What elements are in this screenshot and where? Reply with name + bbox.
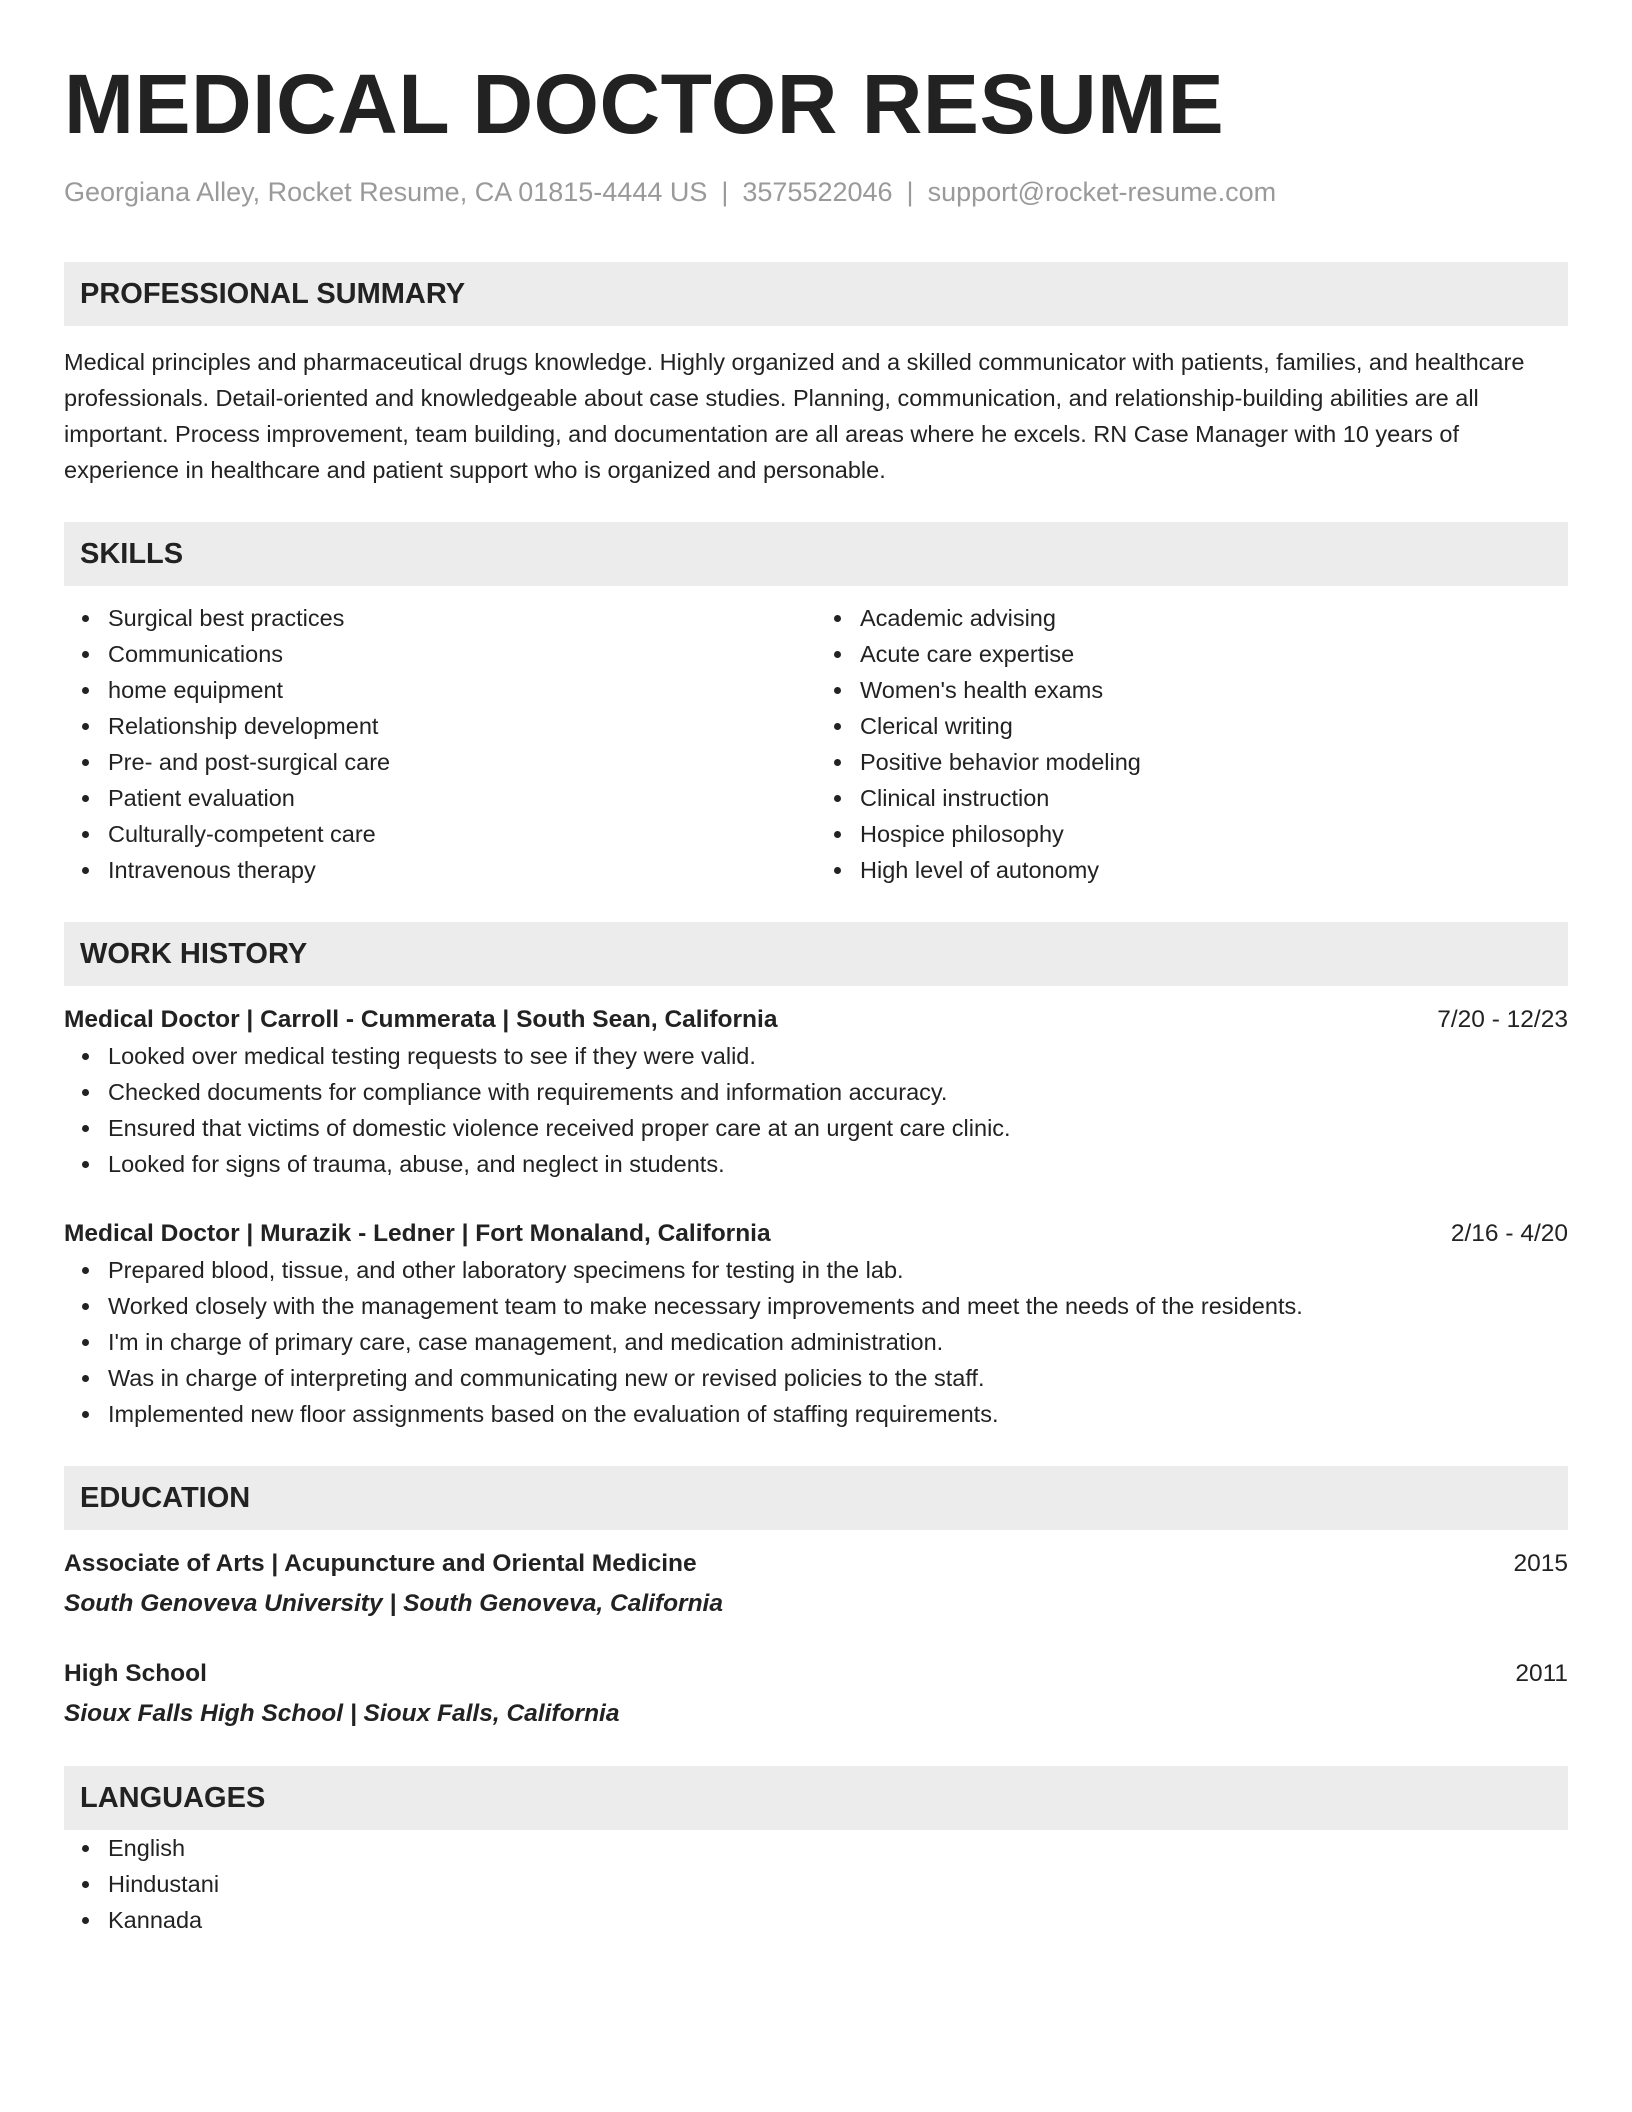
skill-label: Relationship development [108, 713, 379, 739]
job-duty-item [108, 1074, 1568, 1110]
job-title: Medical Doctor | Carroll - Cummerata | South Sean, California [64, 1006, 778, 1033]
skill-item [860, 600, 1568, 636]
language-label: Hindustani [108, 1871, 220, 1897]
job-dates: 7/20 - 12/23 [1437, 1006, 1568, 1033]
contact-line [64, 174, 1568, 210]
bullet-icon [82, 1375, 89, 1382]
skill-label: Women's health exams [860, 677, 1104, 703]
bullet-icon [834, 687, 841, 694]
job-duty-item [108, 1110, 1568, 1146]
job-duty-text: Checked documents for compliance with requirements and information accuracy. [108, 1079, 948, 1105]
skill-label: Hospice philosophy [860, 821, 1064, 847]
section-header-languages: LANGUAGES [64, 1766, 1568, 1830]
education-header [64, 1546, 1568, 1582]
contact-address: Georgiana Alley, Rocket Resume, CA 01815-4444 US [64, 177, 708, 207]
job-duty-item [108, 1396, 1568, 1432]
skills-list-right [816, 600, 1568, 888]
skill-item [860, 780, 1568, 816]
bullet-icon [82, 1161, 89, 1168]
bullet-icon [82, 723, 89, 730]
job-header [64, 1002, 1568, 1038]
skill-label: Patient evaluation [108, 785, 295, 811]
bullet-icon [82, 1053, 89, 1060]
job-duty-text: Looked for signs of trauma, abuse, and neglect in students. [108, 1151, 725, 1177]
bullet-icon [834, 831, 841, 838]
skill-item [108, 816, 816, 852]
job-duty-text: Worked closely with the management team to make necessary improvements and meet the needs of the residents. [108, 1293, 1303, 1319]
skill-item [108, 600, 816, 636]
bullet-icon [82, 795, 89, 802]
contact-separator: | [906, 177, 914, 207]
education-year: 2015 [1513, 1550, 1568, 1577]
skill-label: Surgical best practices [108, 605, 345, 631]
skill-label: Acute care expertise [860, 641, 1075, 667]
skill-label: Clinical instruction [860, 785, 1050, 811]
bullet-icon [834, 795, 841, 802]
skill-label: Clerical writing [860, 713, 1013, 739]
skill-item [860, 852, 1568, 888]
job-duty-item [108, 1146, 1568, 1182]
bullet-icon [82, 1303, 89, 1310]
language-item [108, 1902, 1568, 1938]
bullet-icon [834, 651, 841, 658]
language-label: Kannada [108, 1907, 203, 1933]
section-header-education: EDUCATION [64, 1466, 1568, 1530]
skill-item [108, 672, 816, 708]
skills-columns [64, 600, 1568, 888]
language-item [108, 1830, 1568, 1866]
bullet-icon [834, 723, 841, 730]
bullet-icon [82, 1267, 89, 1274]
bullet-icon [82, 1339, 89, 1346]
skill-item [860, 672, 1568, 708]
job-duty-item [108, 1252, 1568, 1288]
education-degree: Associate of Arts | Acupuncture and Oriental Medicine [64, 1550, 697, 1577]
summary-text: Medical principles and pharmaceutical drugs knowledge. Highly organized and a skilled communicator with patients, families, and healthcare professionals. Detail-oriented and knowledgeable about case studies. Planning, communication, and relationship-building abilities are all important. Process improvement, team building, and documentation are all areas where he excels. RN Case Manager with 10 years of experience in healthcare and patient support who is organized and personable. [64, 349, 1525, 483]
contact-phone: 3575522046 [742, 177, 893, 207]
job-duty-item [108, 1038, 1568, 1074]
bullet-icon [82, 1917, 89, 1924]
skill-label: Positive behavior modeling [860, 749, 1141, 775]
job-duty-text: I'm in charge of primary care, case management, and medication administration. [108, 1329, 944, 1355]
job-duties-list [64, 1252, 1568, 1432]
language-item [108, 1866, 1568, 1902]
skill-label: Intravenous therapy [108, 857, 316, 883]
skill-item [108, 780, 816, 816]
job-duties-list [64, 1038, 1568, 1182]
contact-separator: | [721, 177, 729, 207]
bullet-icon [82, 1125, 89, 1132]
section-header-summary: PROFESSIONAL SUMMARY [64, 262, 1568, 326]
skill-label: Culturally-competent care [108, 821, 376, 847]
bullet-icon [82, 831, 89, 838]
resume-title: MEDICAL DOCTOR RESUME [64, 57, 1225, 151]
bullet-icon [82, 1089, 89, 1096]
job-duty-text: Implemented new floor assignments based on the evaluation of staffing requirements. [108, 1401, 999, 1427]
job-title: Medical Doctor | Murazik - Ledner | Fort Monaland, California [64, 1220, 771, 1247]
section-header-skills: SKILLS [64, 522, 1568, 586]
skill-item [108, 852, 816, 888]
bullet-icon [82, 867, 89, 874]
job-duty-text: Prepared blood, tissue, and other laboratory specimens for testing in the lab. [108, 1257, 904, 1283]
education-header [64, 1656, 1568, 1692]
bullet-icon [82, 1881, 89, 1888]
skill-item [860, 816, 1568, 852]
job-dates: 2/16 - 4/20 [1450, 1220, 1568, 1247]
contact-email: support@rocket-resume.com [927, 177, 1277, 207]
job-duty-item [108, 1288, 1568, 1324]
education-degree: High School [64, 1660, 207, 1687]
skill-item [860, 708, 1568, 744]
bullet-icon [82, 759, 89, 766]
skills-list-left [64, 600, 816, 888]
skill-item [108, 744, 816, 780]
skill-item [108, 636, 816, 672]
skill-label: home equipment [108, 677, 284, 703]
education-school: South Genoveva University | South Genoveva, California [64, 1590, 723, 1617]
skill-label: High level of autonomy [860, 857, 1100, 883]
skill-item [860, 744, 1568, 780]
bullet-icon [82, 687, 89, 694]
skill-label: Academic advising [860, 605, 1056, 631]
skill-item [860, 636, 1568, 672]
bullet-icon [834, 759, 841, 766]
skill-label: Pre- and post-surgical care [108, 749, 391, 775]
bullet-icon [834, 615, 841, 622]
job-duty-text: Was in charge of interpreting and communicating new or revised policies to the staff. [108, 1365, 985, 1391]
bullet-icon [82, 651, 89, 658]
language-label: English [108, 1835, 186, 1861]
skill-item [108, 708, 816, 744]
job-header [64, 1216, 1568, 1252]
job-duty-item [108, 1360, 1568, 1396]
job-duty-text: Looked over medical testing requests to see if they were valid. [108, 1043, 756, 1069]
bullet-icon [834, 867, 841, 874]
education-year: 2011 [1515, 1660, 1568, 1687]
bullet-icon [82, 1845, 89, 1852]
languages-list [64, 1830, 1568, 1938]
job-duty-text: Ensured that victims of domestic violence received proper care at an urgent care clinic. [108, 1115, 1011, 1141]
job-duty-item [108, 1324, 1568, 1360]
bullet-icon [82, 615, 89, 622]
skill-label: Communications [108, 641, 284, 667]
education-school: Sioux Falls High School | Sioux Falls, California [64, 1700, 620, 1727]
section-header-work-history: WORK HISTORY [64, 922, 1568, 986]
bullet-icon [82, 1411, 89, 1418]
